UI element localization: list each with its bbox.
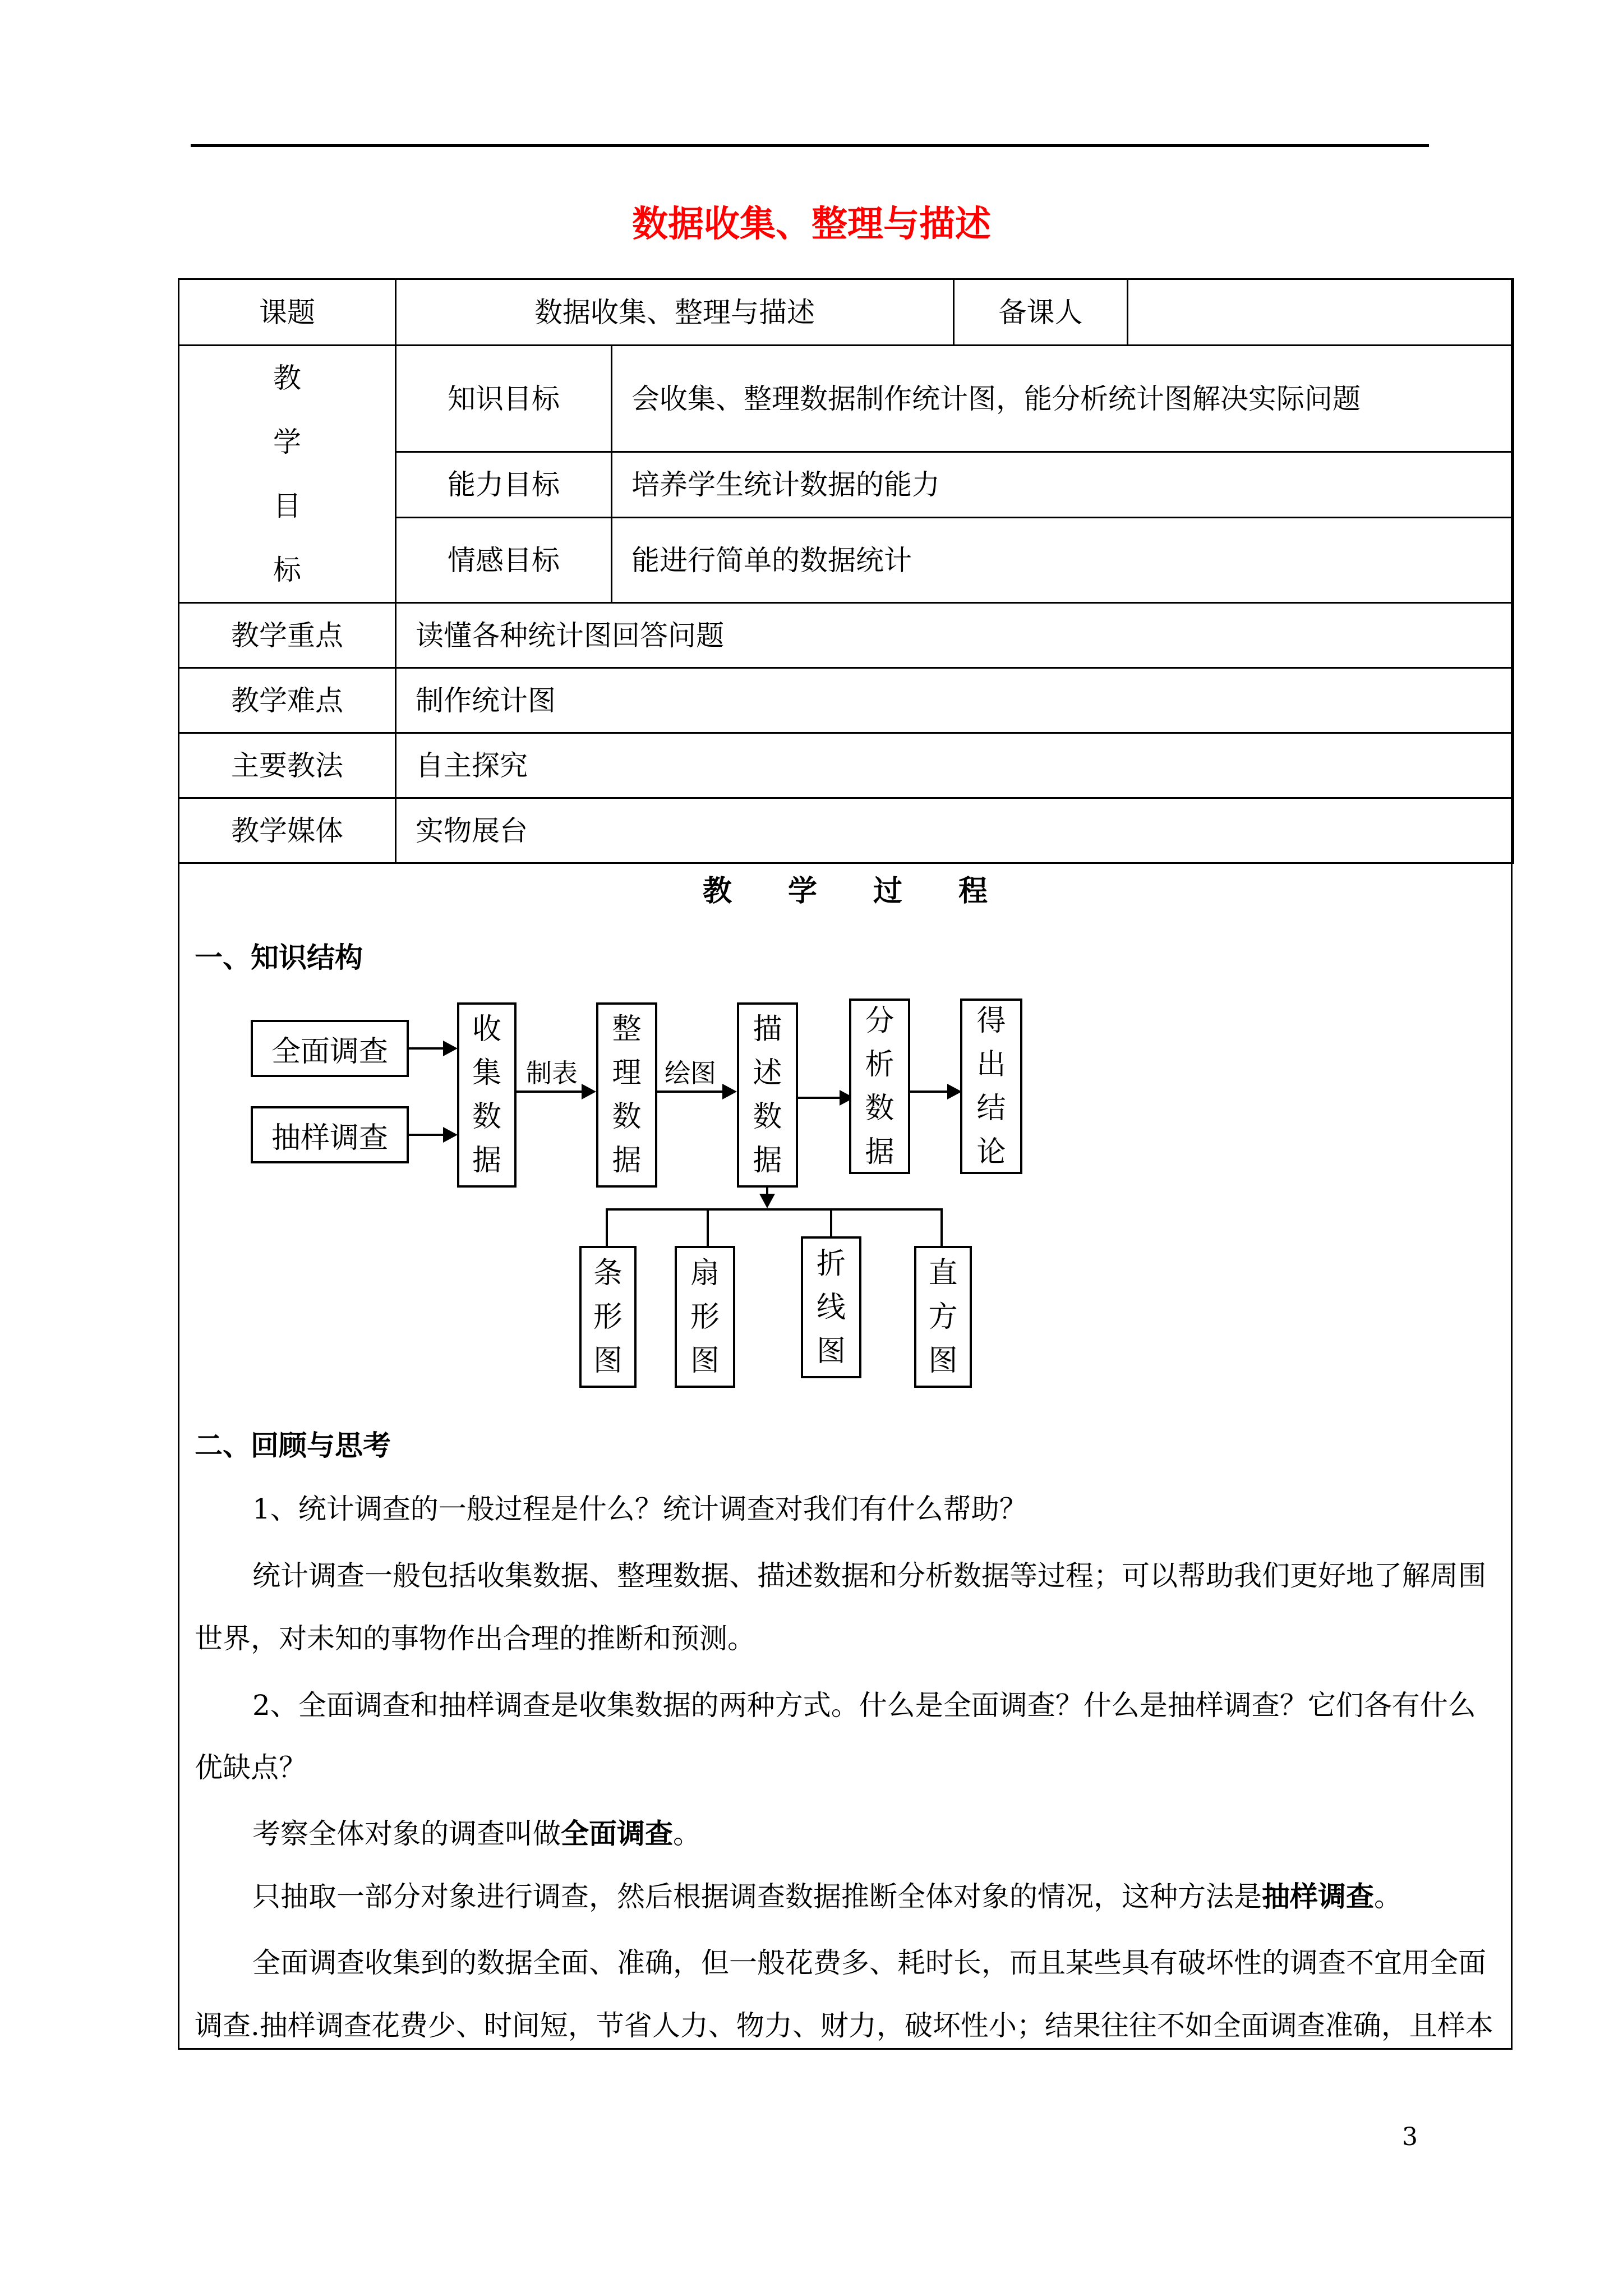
box-char: 线 <box>816 1290 846 1324</box>
describe-data-box <box>737 1002 798 1188</box>
answer-1-line-2: 世界，对未知的事物作出合理的推断和预测。 <box>195 1622 755 1655</box>
comparison-line-2: 调查.抽样调查花费少、时间短，节省人力、物力、财力，破坏性小；结果往往不如全面调查准确，且样本 <box>195 2009 1493 2042</box>
pie-chart-box <box>675 1246 735 1388</box>
branch-drop <box>830 1208 832 1236</box>
lesson-info-table <box>178 278 1514 864</box>
conclusion-box <box>960 999 1022 1174</box>
topic-label: 课题 <box>179 279 396 346</box>
objective-row-knowledge <box>179 346 1514 452</box>
box-char: 整 <box>612 1013 642 1046</box>
definition-sample-survey <box>252 1880 1559 1913</box>
histogram-box <box>914 1246 972 1388</box>
definition-text: 。 <box>673 1818 701 1850</box>
objectives-label-char: 目 <box>273 490 301 522</box>
question-2-line-1: 2、全面调查和抽样调查是收集数据的两种方式。什么是全面调查？什么是抽样调查？它们各有什么 <box>252 1689 1476 1722</box>
box-char: 扇 <box>690 1256 720 1290</box>
box-char: 描 <box>753 1013 782 1046</box>
objectives-label-char: 标 <box>273 554 301 586</box>
objective-label: 知识目标 <box>396 346 612 452</box>
sample-survey-box <box>251 1106 409 1163</box>
row-label: 教学媒体 <box>179 798 396 863</box>
box-char: 形 <box>593 1300 623 1334</box>
objective-value: 会收集、整理数据制作统计图，能分析统计图解决实际问题 <box>612 346 1514 452</box>
key-point-row <box>179 603 1514 668</box>
box-char: 形 <box>690 1300 720 1334</box>
arrow-head <box>443 1041 458 1056</box>
connector-line <box>657 1091 730 1093</box>
definition-text: 考察全体对象的调查叫做 <box>252 1818 561 1850</box>
box-char: 直 <box>928 1256 958 1290</box>
box-char: 数 <box>865 1091 895 1125</box>
box-char: 方 <box>928 1300 958 1334</box>
organize-data-box <box>596 1002 657 1188</box>
branch-drop <box>940 1208 943 1246</box>
row-value: 读懂各种统计图回答问题 <box>396 603 1514 668</box>
box-char: 据 <box>612 1144 642 1177</box>
box-char: 集 <box>472 1056 501 1090</box>
comparison-line-1: 全面调查收集到的数据全面、准确，但一般花费多、耗时长，而且某些具有破坏性的调查不宜用全面 <box>252 1947 1486 1979</box>
arrow-head <box>722 1084 737 1099</box>
arrow-head <box>443 1127 458 1143</box>
arrow-head <box>759 1194 775 1208</box>
box-char: 数 <box>612 1100 642 1134</box>
document-title: 数据收集、整理与描述 <box>632 203 991 245</box>
box-char: 折 <box>816 1246 846 1281</box>
analyze-data-box <box>849 999 910 1174</box>
box-char: 图 <box>690 1343 720 1378</box>
page-number: 3 <box>1402 2123 1418 2151</box>
line-chart-box <box>801 1236 861 1378</box>
difficulty-row <box>179 668 1514 733</box>
preparer-value <box>1128 279 1514 346</box>
objectives-label <box>179 346 396 603</box>
arrow-head <box>582 1084 596 1099</box>
section-heading-review: 二、回顾与思考 <box>195 1429 391 1462</box>
definition-text: 只抽取一部分对象进行调查，然后根据调查数据推断全体对象的情况，这种方法是 <box>252 1880 1262 1913</box>
bar-chart-box <box>579 1246 637 1388</box>
box-char: 分 <box>865 1004 895 1038</box>
objectives-label-char: 教 <box>273 362 301 394</box>
box-char: 数 <box>753 1100 782 1134</box>
box-char: 析 <box>865 1047 895 1082</box>
topic-row <box>179 279 1514 346</box>
box-char: 据 <box>753 1144 782 1177</box>
box-char: 收 <box>472 1013 501 1046</box>
tabulate-label: 制表 <box>526 1058 578 1088</box>
box-char: 图 <box>928 1343 958 1378</box>
box-char: 图 <box>816 1334 846 1368</box>
process-title: 教学过程 <box>702 874 1044 908</box>
question-1: 1、统计调查的一般过程是什么？统计调查对我们有什么帮助？ <box>252 1493 1027 1525</box>
box-char: 据 <box>472 1144 501 1177</box>
box-char: 得 <box>976 1004 1006 1038</box>
box-label: 全面调查 <box>271 1034 388 1069</box>
objective-value: 培养学生统计数据的能力 <box>612 452 1514 518</box>
media-row <box>179 798 1514 863</box>
box-char: 图 <box>593 1343 623 1378</box>
row-value: 制作统计图 <box>396 668 1514 733</box>
box-char: 理 <box>612 1056 642 1090</box>
collect-data-box <box>457 1002 517 1188</box>
row-label: 主要教法 <box>179 733 396 798</box>
box-char: 结 <box>976 1091 1006 1125</box>
row-value: 实物展台 <box>396 798 1514 863</box>
definition-text: 。 <box>1374 1880 1402 1913</box>
answer-1-line-1: 统计调查一般包括收集数据、整理数据、描述数据和分析数据等过程；可以帮助我们更好地了解周围 <box>252 1559 1486 1592</box>
box-char: 论 <box>976 1135 1006 1169</box>
box-char: 述 <box>753 1056 782 1090</box>
section-heading-structure: 一、知识结构 <box>195 941 363 974</box>
objective-value: 能进行简单的数据统计 <box>612 518 1514 603</box>
question-2-line-2: 优缺点？ <box>195 1751 307 1784</box>
method-row <box>179 733 1514 798</box>
definition-term: 全面调查 <box>561 1817 673 1850</box>
row-label: 教学难点 <box>179 668 396 733</box>
box-char: 条 <box>593 1256 623 1290</box>
box-char: 据 <box>865 1135 895 1169</box>
definition-term: 抽样调查 <box>1262 1880 1374 1913</box>
plot-label: 绘图 <box>665 1058 716 1088</box>
header-rule <box>191 144 1429 147</box>
branch-drop <box>606 1208 608 1246</box>
branch-line <box>606 1208 942 1211</box>
box-char: 数 <box>472 1100 501 1134</box>
branch-drop <box>707 1208 709 1246</box>
objective-label: 能力目标 <box>396 452 612 518</box>
topic-value: 数据收集、整理与描述 <box>396 279 954 346</box>
objectives-label-char: 学 <box>273 426 301 458</box>
row-value: 自主探究 <box>396 733 1514 798</box>
preparer-label: 备课人 <box>954 279 1128 346</box>
objective-label: 情感目标 <box>396 518 612 603</box>
row-label: 教学重点 <box>179 603 396 668</box>
box-label: 抽样调查 <box>271 1121 388 1155</box>
connector-line <box>517 1091 589 1093</box>
full-survey-box <box>251 1020 409 1077</box>
definition-full-survey <box>252 1817 1559 1850</box>
box-char: 出 <box>976 1047 1006 1082</box>
